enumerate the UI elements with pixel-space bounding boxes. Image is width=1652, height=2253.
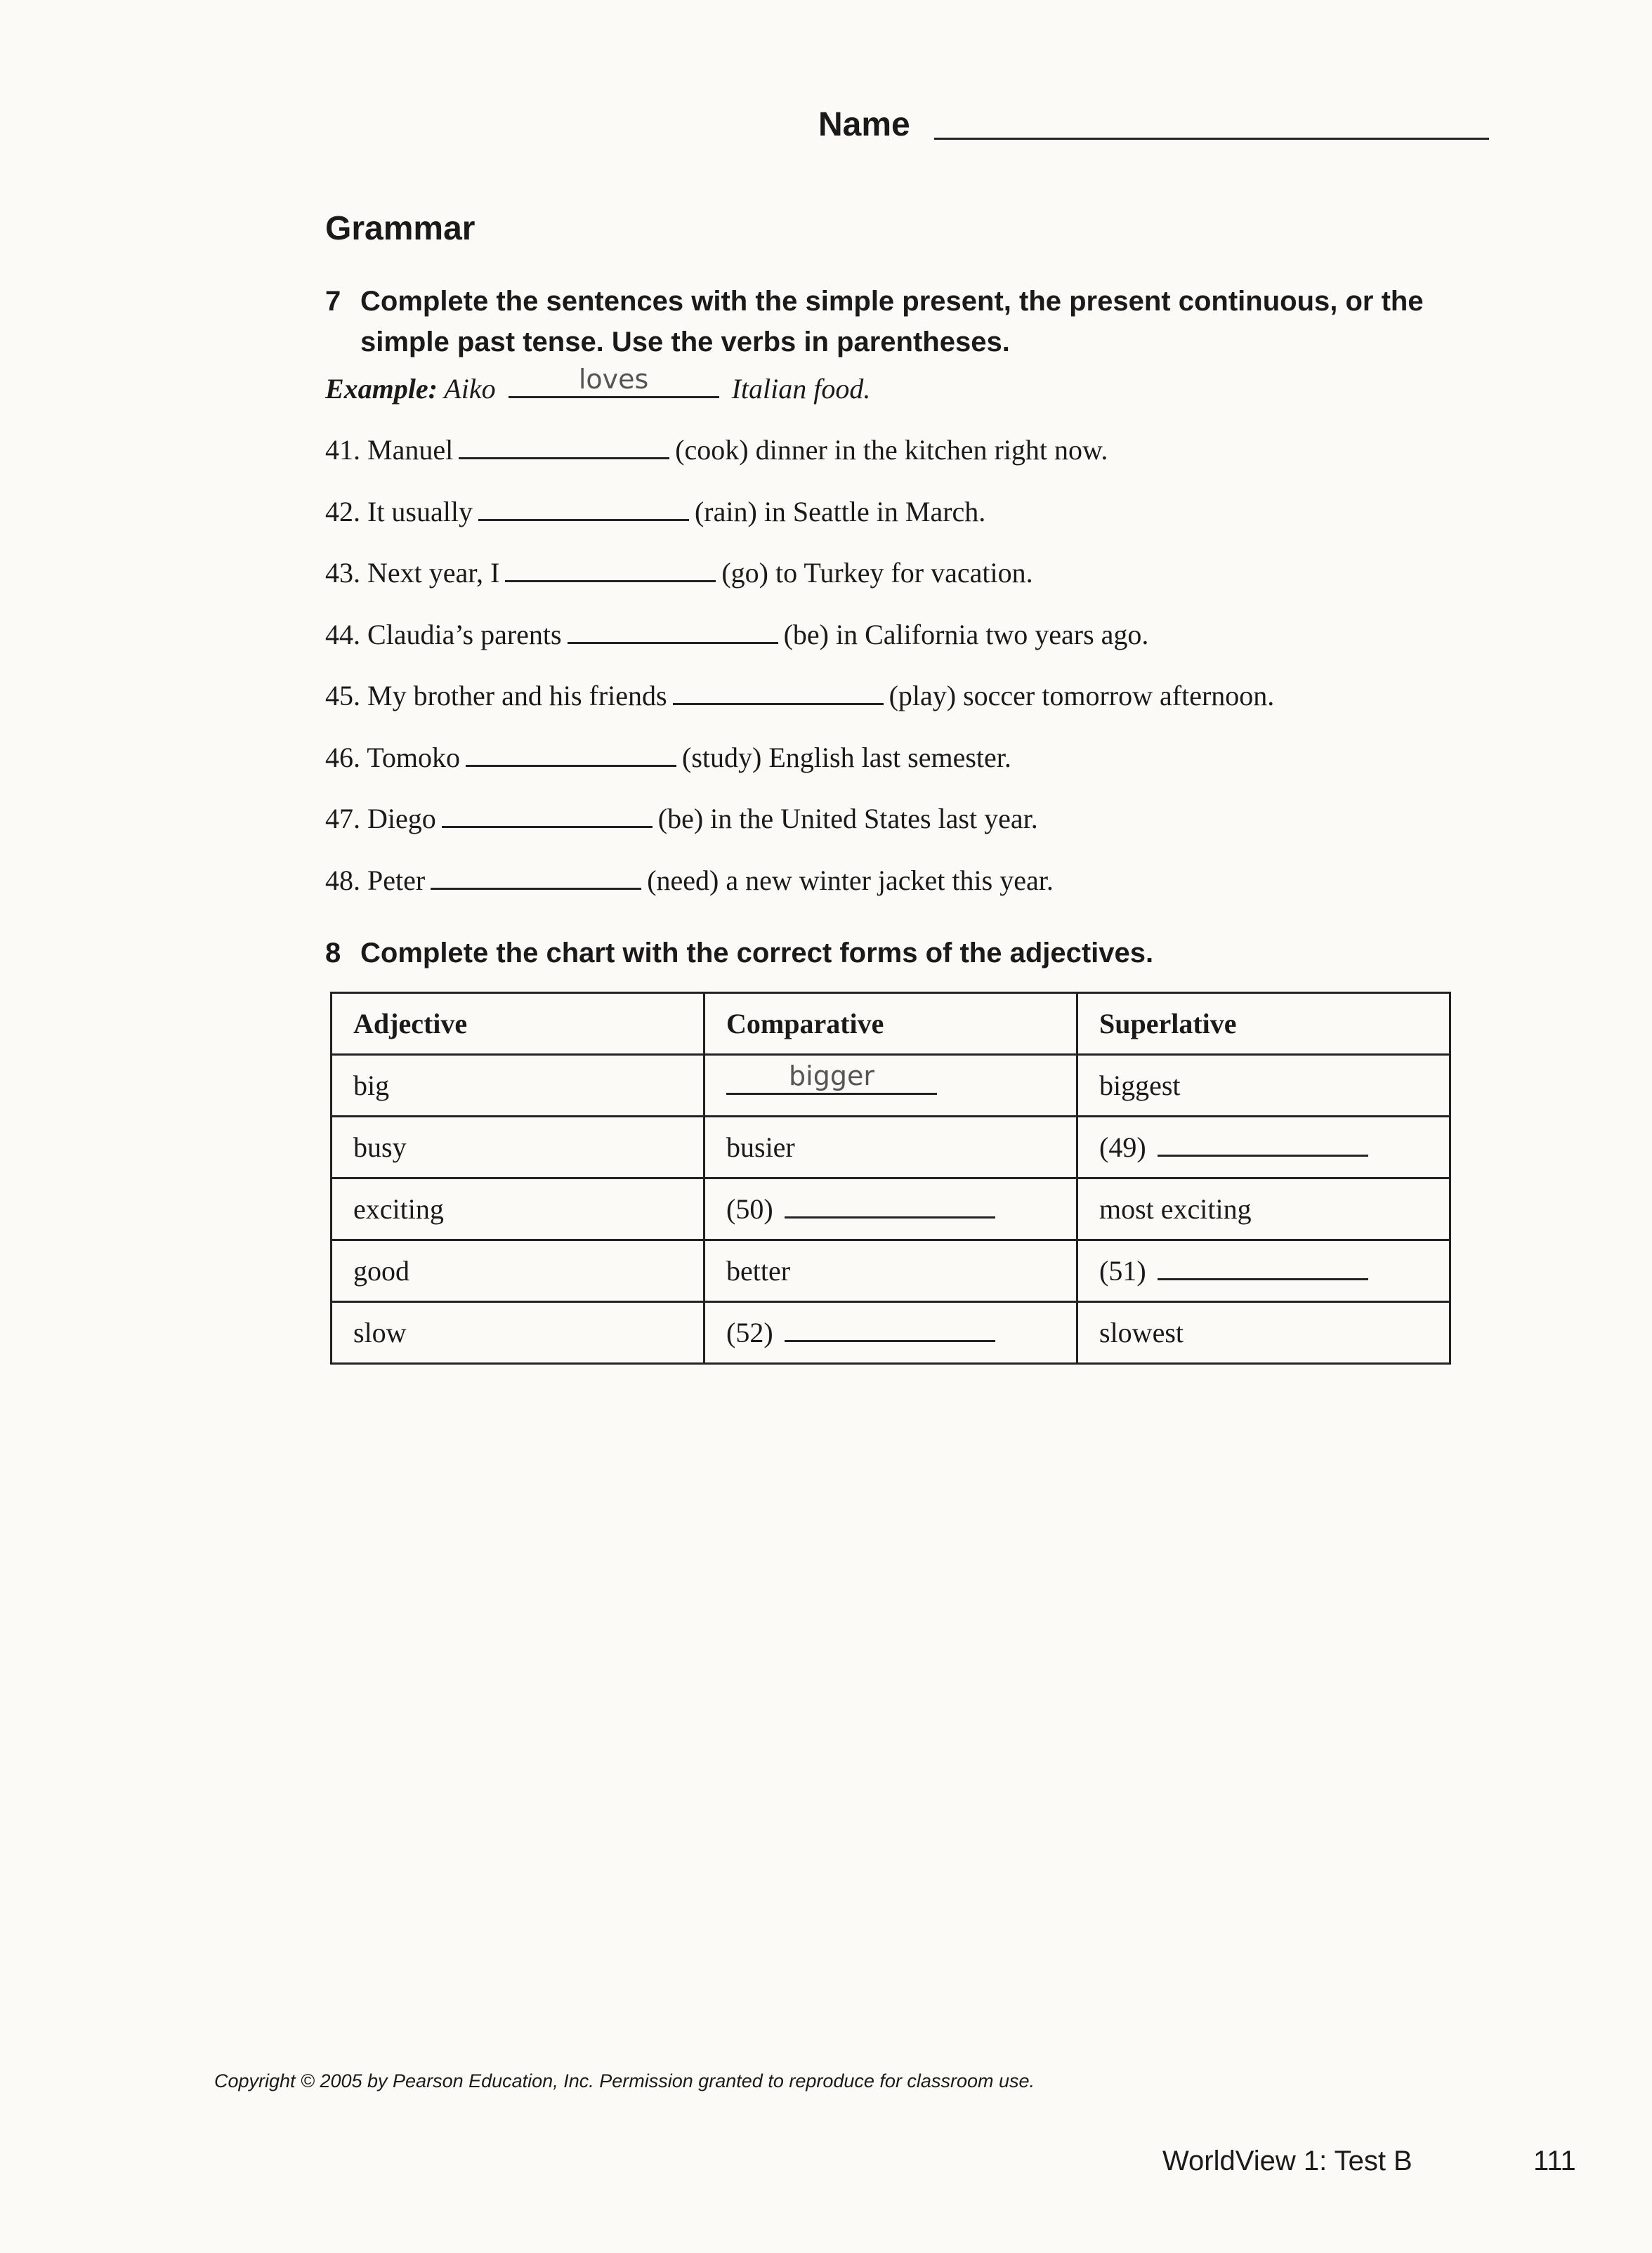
item-before: Tomoko (367, 742, 461, 773)
list-item (325, 618, 1148, 651)
list-item (325, 679, 1274, 712)
item-after: (be) in the United States last year. (657, 803, 1038, 834)
item-number: (49) (1099, 1131, 1146, 1163)
item-after: (be) in California two years ago. (783, 619, 1149, 650)
answer-blank[interactable] (785, 1195, 995, 1219)
item-after: (go) to Turkey for vacation. (721, 557, 1033, 589)
column-header: Adjective (332, 993, 704, 1055)
superlative-cell (1077, 1117, 1450, 1178)
comparative-cell (704, 1055, 1077, 1117)
table-row (332, 1240, 1450, 1302)
answer-blank[interactable] (431, 867, 641, 890)
copyright-notice: Copyright © 2005 by Pearson Education, Inc. Permission granted to reproduce for classroom use. (214, 2070, 1035, 2091)
item-number: (52) (726, 1317, 773, 1348)
table-row (332, 1117, 1450, 1178)
item-number: 47. (325, 803, 360, 834)
answer-blank[interactable] (568, 621, 778, 644)
exercise-8-instruction (325, 933, 1519, 975)
item-number: 41. (325, 434, 360, 466)
item-number: (50) (726, 1193, 773, 1225)
item-before: Manuel (367, 434, 454, 466)
item-number: 42. (325, 496, 360, 527)
item-number: 45. (325, 680, 360, 711)
comparative-cell: better (704, 1240, 1077, 1302)
item-before: Diego (367, 803, 436, 834)
footer-title: WorldView 1: Test B (1162, 2146, 1412, 2176)
page-number: 111 (1533, 2146, 1576, 2176)
list-item (325, 556, 1033, 589)
exercise-number: 7 (325, 286, 341, 317)
adjective-cell: exciting (332, 1178, 704, 1240)
example-subject: Aiko (444, 373, 496, 405)
list-item (325, 495, 985, 528)
adjective-cell: good (332, 1240, 704, 1302)
adjective-cell: busy (332, 1117, 704, 1178)
answer-blank[interactable] (1158, 1257, 1368, 1280)
item-after: (cook) dinner in the kitchen right now. (675, 434, 1108, 466)
item-before: Peter (367, 865, 426, 896)
name-label: Name (818, 106, 910, 143)
exercise-number: 8 (325, 938, 341, 968)
answer-blank (726, 1060, 937, 1095)
list-item (325, 802, 1038, 835)
adjective-chart (330, 992, 1451, 1365)
answer-blank[interactable] (673, 682, 884, 705)
item-after: (need) a new winter jacket this year. (647, 865, 1054, 896)
item-before: It usually (367, 496, 473, 527)
answer-blank[interactable] (785, 1319, 995, 1342)
superlative-cell: biggest (1077, 1055, 1450, 1117)
table-header-row (332, 993, 1450, 1055)
item-number: 48. (325, 865, 360, 896)
answer-blank[interactable] (505, 559, 716, 582)
item-after: (rain) in Seattle in March. (694, 496, 986, 527)
answer-blank[interactable] (442, 805, 653, 828)
item-before: My brother and his friends (367, 680, 667, 711)
example-rest: Italian food. (731, 373, 871, 405)
item-number: (51) (1099, 1255, 1146, 1287)
instruction-text: Complete the sentences with the simple present, the present continuous, or the simple past tense. Use the verbs in parentheses. (360, 286, 1424, 357)
comparative-cell (704, 1178, 1077, 1240)
superlative-cell (1077, 1240, 1450, 1302)
example-answer-blank (509, 364, 719, 398)
comparative-cell (704, 1302, 1077, 1364)
name-input-line[interactable] (934, 138, 1489, 140)
item-after: (study) English last semester. (682, 742, 1011, 773)
table-row (332, 1302, 1450, 1364)
item-number: 46. (325, 742, 360, 773)
column-header: Comparative (704, 993, 1077, 1055)
exercise-7-instruction (325, 281, 1519, 365)
item-before: Claudia’s parents (367, 619, 562, 650)
answer-blank[interactable] (478, 498, 689, 521)
superlative-cell: slowest (1077, 1302, 1450, 1364)
list-item (325, 741, 1011, 774)
answer-blank[interactable] (466, 744, 676, 767)
example-answer: loves (578, 364, 649, 395)
item-after: (play) soccer tomorrow afternoon. (889, 680, 1275, 711)
table-row (332, 1178, 1450, 1240)
list-item (325, 864, 1054, 897)
list-item (325, 433, 1108, 466)
item-number: 43. (325, 557, 360, 589)
section-title: Grammar (325, 210, 476, 247)
item-before: Next year, I (367, 557, 500, 589)
table-row (332, 1055, 1450, 1117)
instruction-text: Complete the chart with the correct forms of the adjectives. (360, 938, 1154, 968)
superlative-cell: most exciting (1077, 1178, 1450, 1240)
example-label: Example: (325, 373, 438, 405)
item-number: 44. (325, 619, 360, 650)
answer-blank[interactable] (459, 436, 669, 459)
answer-blank[interactable] (1158, 1134, 1368, 1157)
adjective-cell: big (332, 1055, 704, 1117)
example-sentence (325, 364, 871, 405)
adjective-cell: slow (332, 1302, 704, 1364)
column-header: Superlative (1077, 993, 1450, 1055)
handwritten-answer: bigger (789, 1060, 874, 1091)
comparative-cell: busier (704, 1117, 1077, 1178)
